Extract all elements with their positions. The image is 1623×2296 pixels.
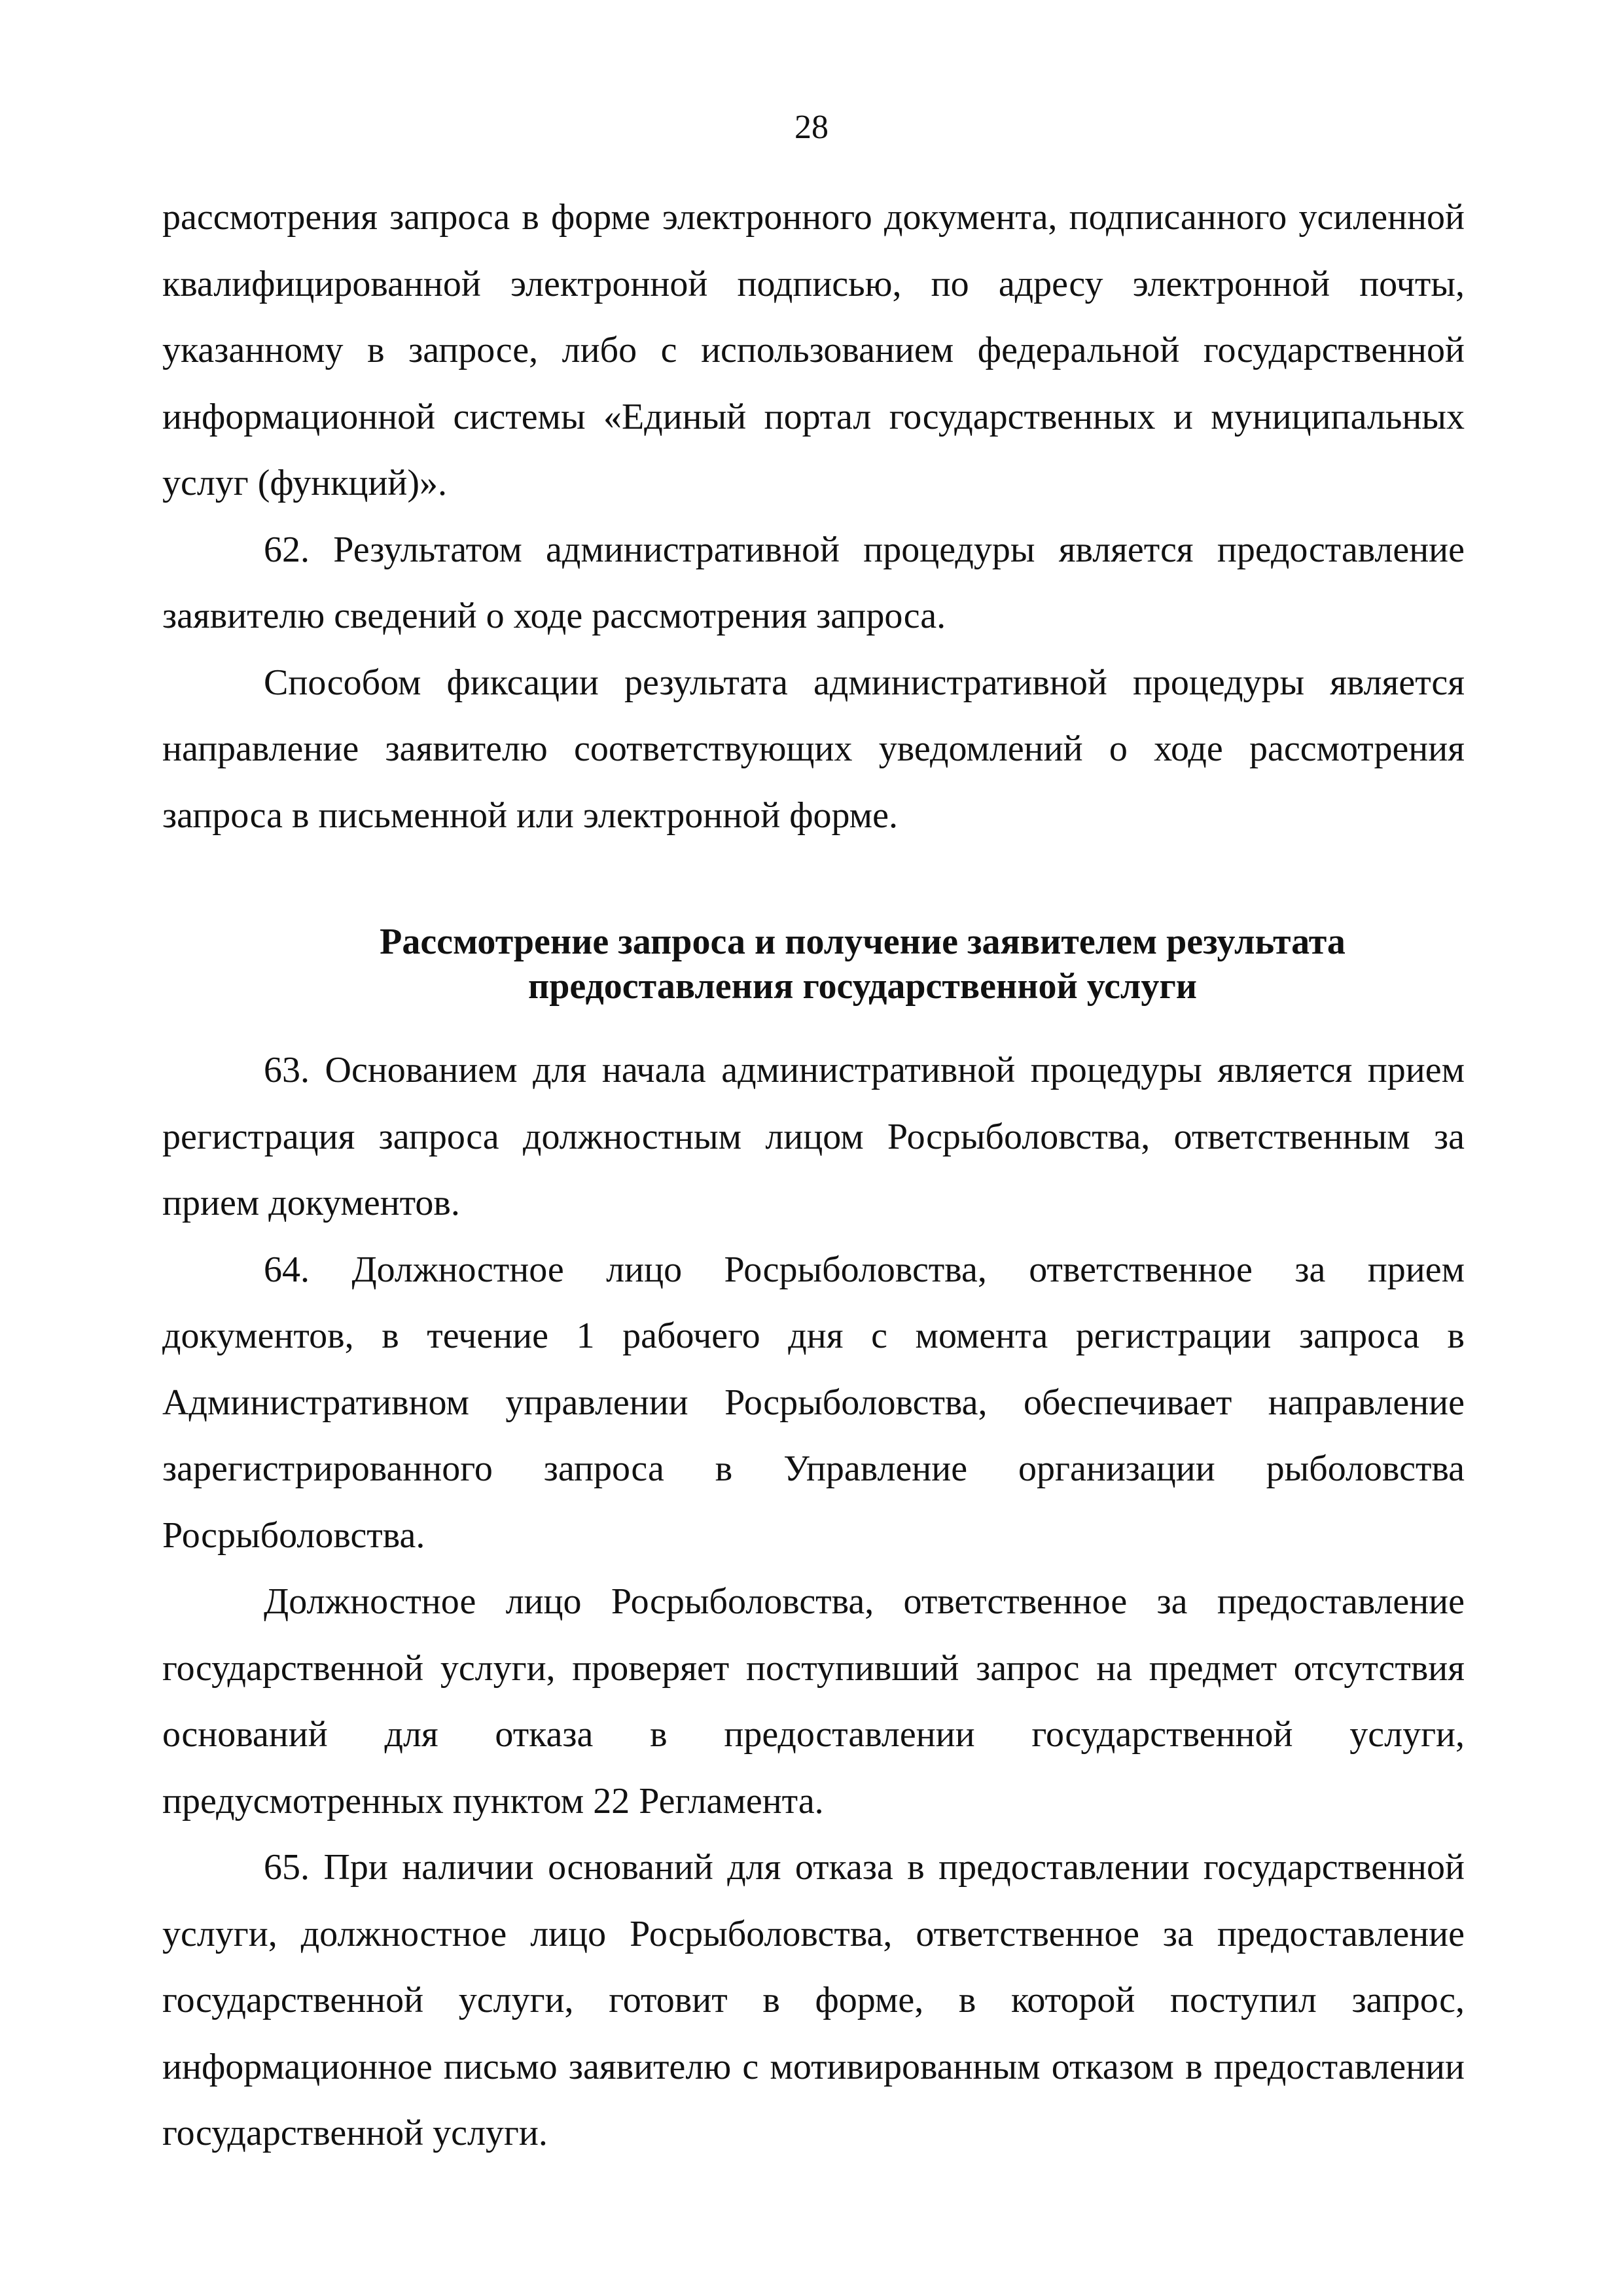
paragraph-62: 62. Результатом административной процедуры является предоставление заявителю сведений о ходе рассмотрения запроса.	[162, 529, 1465, 636]
paragraph-continuation: рассмотрения запроса в форме электронного документа, подписанного усиленной квалифицированной электронной подписью, по адресу электронной почты, указанному в запросе, либо с использованием федеральной государственной информационной системы «Единый портал государственных и муниципальных услуг (функций)».	[162, 197, 1465, 503]
section-heading-line-1: Рассмотрение запроса и получение заявителем результата	[380, 922, 1346, 962]
document-body	[162, 185, 1465, 2167]
paragraph-63: 63. Основанием для начала административной процедуры является прием регистрация запроса должностным лицом Росрыболовства, ответственным за прием документов.	[162, 1050, 1465, 1223]
page-number: 28	[794, 109, 829, 146]
section-heading	[162, 920, 1465, 1009]
section-heading-line-2: предоставления государственной услуги	[527, 966, 1198, 1007]
paragraph-64: 64. Должностное лицо Росрыболовства, ответственное за прием документов, в течение 1 рабочего дня с момента регистрации запроса в Административном управлении Росрыболовства, обеспечивает направление зарегистрированного запроса в Управление организации рыболовства Росрыболовства.	[162, 1249, 1465, 1556]
paragraph-65: 65. При наличии оснований для отказа в предоставлении государственной услуги, должностное лицо Росрыболовства, ответственное за предоставление государственной услуги, готовит в форме, в которой поступил запрос, информационное письмо заявителю с мотивированным отказом в предоставлении государственной услуги.	[162, 1847, 1465, 2153]
paragraph-64-check: Должностное лицо Росрыболовства, ответственное за предоставление государственной услуги, проверяет поступивший запрос на предмет отсутствия оснований для отказа в предоставлении государственной услуги, предусмотренных пунктом 22 Регламента.	[162, 1581, 1465, 1821]
paragraph-fixation-method: Способом фиксации результата административной процедуры является направление заявителю соответствующих уведомлений о ходе рассмотрения запроса в письменной или электронной форме.	[162, 662, 1465, 836]
